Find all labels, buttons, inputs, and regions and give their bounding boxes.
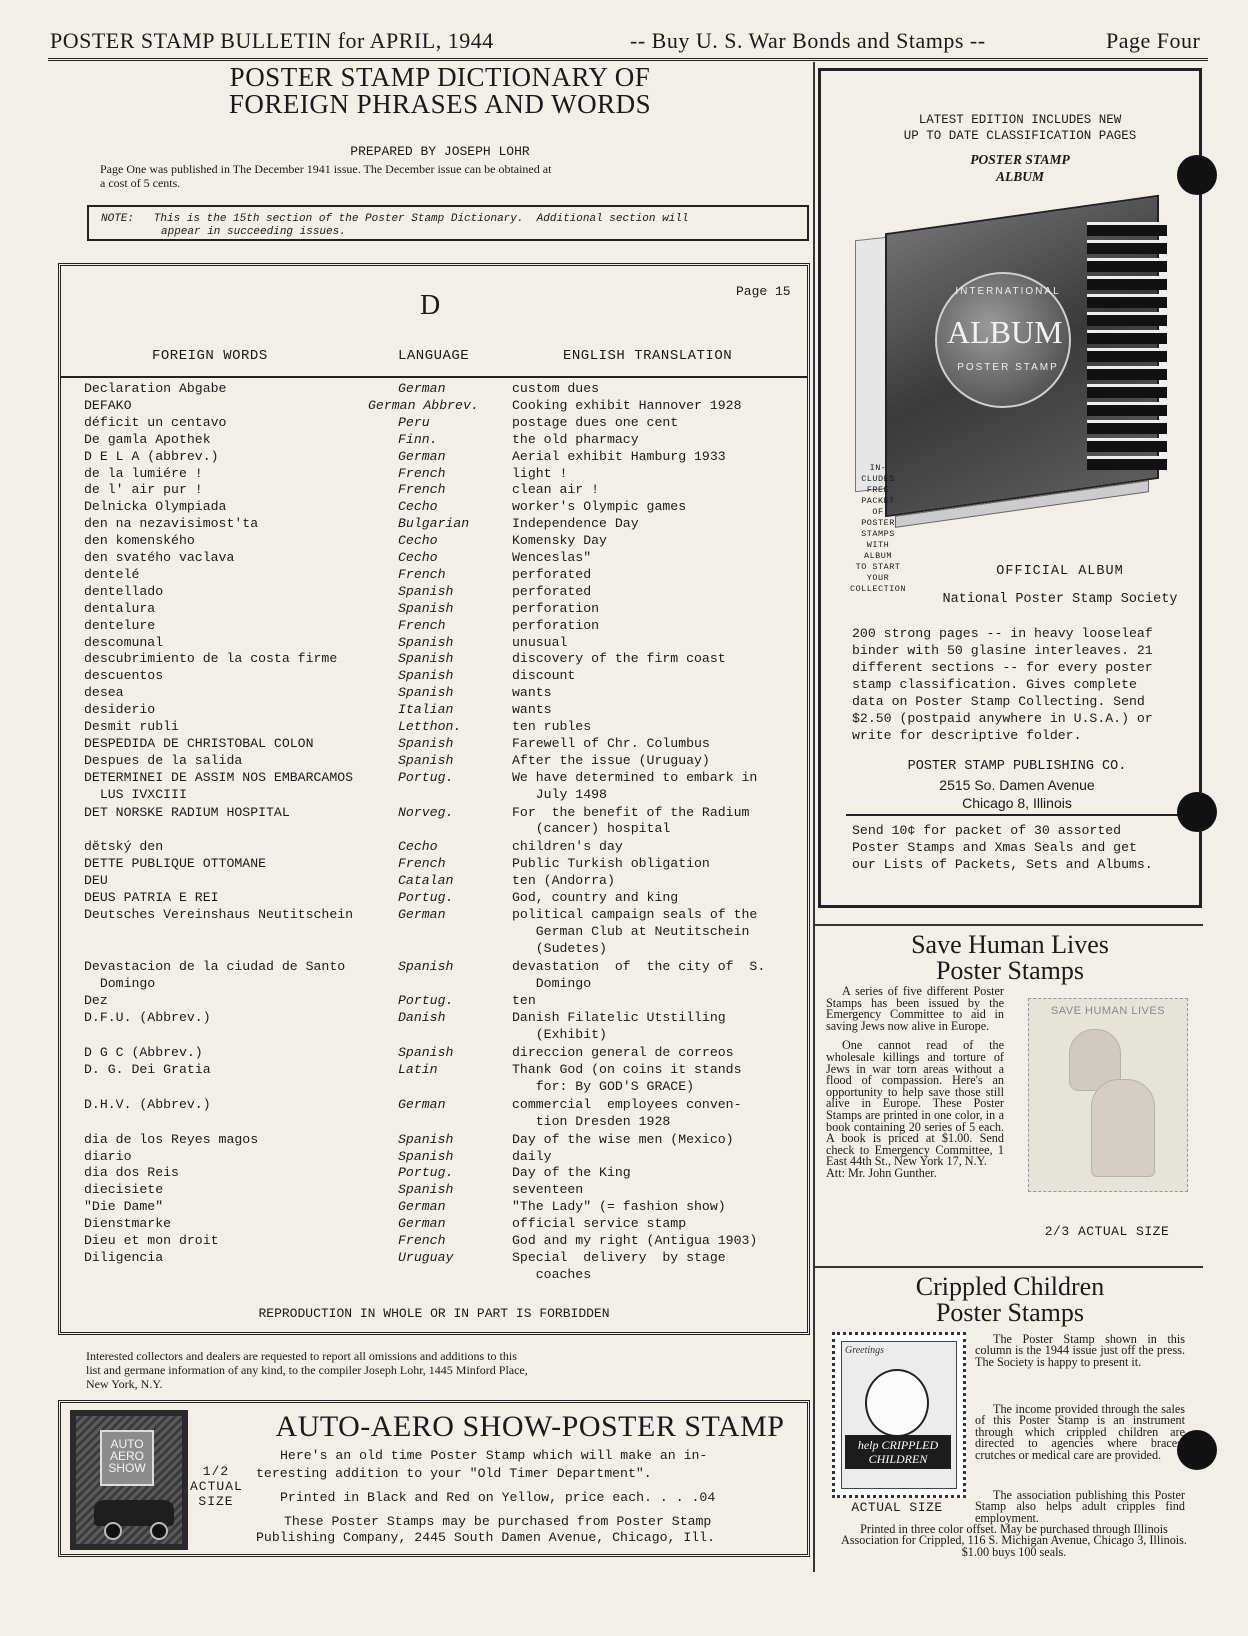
section-rule xyxy=(815,1266,1203,1268)
crippled-children-size: ACTUAL SIZE xyxy=(851,1500,943,1515)
dictionary-entry xyxy=(84,381,784,398)
english-translation: For the benefit of the Radium (cancer) hospital xyxy=(512,804,750,837)
foreign-word: D E L A (abbrev.) xyxy=(84,448,219,464)
save-human-lives-title xyxy=(830,932,1190,984)
auto-aero-text-line2: teresting addition to your "Old Timer Department". xyxy=(256,1466,652,1481)
album-latest-line2: UP TO DATE CLASSIFICATION PAGES xyxy=(903,129,1137,143)
includes-line: WITH xyxy=(866,540,890,550)
header-rule xyxy=(48,58,1208,61)
album-desc-line: binder with 50 glasine interleaves. 21 xyxy=(852,643,1153,658)
dictionary-entry xyxy=(84,805,784,839)
album-desc-line: data on Poster Stamp Collecting. Send xyxy=(852,694,1145,709)
official-album-label: OFFICIAL ALBUM xyxy=(996,564,1124,579)
includes-line: COLLECTION xyxy=(849,584,906,594)
foreign-word: dia de los Reyes magos xyxy=(84,1131,259,1147)
foreign-word: D.F.U. (Abbrev.) xyxy=(84,1010,211,1026)
includes-line: OF xyxy=(872,507,884,517)
dictionary-entry xyxy=(84,432,784,449)
includes-line: PACKET xyxy=(861,496,895,506)
collectors-request-line1: Interested collectors and dealers are requested to report all omissions and additions to this xyxy=(86,1349,517,1363)
foreign-word: desiderio xyxy=(84,702,156,718)
english-translation: "The Lady" (= fashion show) xyxy=(512,1199,726,1215)
dictionary-entry xyxy=(84,719,784,736)
english-translation: discovery of the firm coast xyxy=(512,651,726,667)
column-header-rule xyxy=(60,376,808,378)
section-note-line1: NOTE: This is the 15th section of the Poster Stamp Dictionary. Additional section will xyxy=(101,213,689,225)
publisher-address xyxy=(852,776,1182,812)
foreign-word: DET NORSKE RADIUM HOSPITAL xyxy=(84,804,290,820)
foreign-word: Despues de la salida xyxy=(84,752,243,768)
language: Spanish xyxy=(398,735,454,751)
dictionary-entry xyxy=(84,770,784,804)
dictionary-title xyxy=(150,64,730,118)
english-translation: God, country and king xyxy=(512,890,679,905)
foreign-word: descubrimiento de la costa firme xyxy=(84,651,338,667)
dictionary-entry xyxy=(84,702,784,719)
album-latest-line1: LATEST EDITION INCLUDES NEW xyxy=(918,113,1122,127)
language: Finn. xyxy=(398,431,438,447)
language: German xyxy=(398,1096,446,1112)
language: German xyxy=(398,448,446,464)
dictionary-title-line1: POSTER STAMP DICTIONARY OF xyxy=(229,62,651,92)
dictionary-entry xyxy=(84,533,784,550)
crippled-children-stamp-image xyxy=(832,1332,966,1498)
dictionary-entry xyxy=(84,1045,784,1062)
foreign-word: dentalura xyxy=(84,600,156,616)
dictionary-entry xyxy=(84,482,784,499)
language: Portug. xyxy=(398,890,454,905)
dictionary-entry xyxy=(84,685,784,702)
save-human-lives-paragraph2: One cannot read of the wholesale killings and torture of Jews in war torn areas without a flood of compassion. Here's an opportunity to help save those still alive in Europe. These Poster Stamps are printed in one color, in a book containing 20 series of 5 each. A book is priced at $1.00. Send check to Emergency Committee, 1 East 44th St., New York 17, N.Y. xyxy=(826,1038,1004,1169)
reproduction-notice: REPRODUCTION IN WHOLE OR IN PART IS FORBIDDEN xyxy=(258,1306,610,1321)
crippled-children-paragraph2: The income provided through the sales of this Poster Stamp is an instrument through which crippled children are directed to agencies where braces, crutches or medical care are provided. xyxy=(975,1402,1185,1462)
crippled-children-paragraph1: The Poster Stamp shown in this column is the 1944 issue just off the press. The Society is happy to present it. xyxy=(975,1332,1185,1369)
auto-aero-text-line1: Here's an old time Poster Stamp which will make an in- xyxy=(280,1448,708,1463)
column-divider xyxy=(813,62,815,1572)
foreign-word: "Die Dame" xyxy=(84,1199,164,1215)
crippled-children-title xyxy=(830,1274,1190,1326)
foreign-word: Desmit rubli xyxy=(84,719,179,734)
dictionary-entry xyxy=(84,516,784,533)
auto-aero-text-line4: These Poster Stamps may be purchased from Poster Stamp xyxy=(284,1514,712,1529)
dictionary-entry xyxy=(84,1149,784,1166)
foreign-word: DETTE PUBLIQUE OTTOMANE xyxy=(84,856,267,872)
save-human-lives-size: 2/3 ACTUAL SIZE xyxy=(1044,1224,1170,1239)
foreign-word: den na nezavisimost'ta xyxy=(84,516,259,532)
dictionary-entry xyxy=(84,584,784,601)
english-translation: official service stamp xyxy=(512,1216,687,1232)
english-translation: Special delivery by stage coaches xyxy=(512,1249,726,1282)
foreign-word: Dieu et mon droit xyxy=(84,1233,219,1248)
punch-hole xyxy=(1177,792,1217,832)
dictionary-entry xyxy=(84,907,784,958)
foreign-word: dia dos Reis xyxy=(84,1165,179,1181)
language: Cecho xyxy=(398,533,438,549)
language: Spanish xyxy=(398,1131,454,1147)
language: Spanish xyxy=(398,685,454,701)
english-translation: Public Turkish obligation xyxy=(512,856,710,872)
publication-note-line2: a cost of 5 cents. xyxy=(100,176,181,190)
size-label-line3: SIZE xyxy=(198,1494,234,1509)
save-human-lives-title-line2: Poster Stamps xyxy=(935,956,1085,985)
language: Catalan xyxy=(398,873,454,889)
foreign-word: Diligencia xyxy=(84,1249,164,1265)
language: Spanish xyxy=(398,752,454,768)
english-translation: clean air ! xyxy=(512,482,600,498)
crippled-children-paragraph4: Printed in three color offset. May be purchased through Illinois Association for Crippled, 116 S. Michigan Avenue, Chicago 3, Illinois. $1.00 buys 100 seals. xyxy=(841,1522,1187,1559)
foreign-word: DESPEDIDA DE CHRISTOBAL COLON xyxy=(84,735,314,751)
dictionary-entry xyxy=(84,601,784,618)
column-header-english: ENGLISH TRANSLATION xyxy=(563,348,733,364)
language: French xyxy=(398,1233,446,1248)
language: French xyxy=(398,617,446,633)
english-translation: Aerial exhibit Hamburg 1933 xyxy=(512,448,726,464)
language: German xyxy=(398,1199,446,1215)
packet-offer-line: our Lists of Packets, Sets and Albums. xyxy=(852,857,1153,872)
foreign-word: dentelure xyxy=(84,617,156,633)
language: Norveg. xyxy=(398,804,454,820)
dictionary-entry xyxy=(84,959,784,993)
language: French xyxy=(398,856,446,872)
english-translation: Cooking exhibit Hannover 1928 xyxy=(512,397,742,413)
language: Spanish xyxy=(398,1182,454,1198)
dictionary-entry xyxy=(84,398,784,415)
save-human-lives-text xyxy=(826,986,1004,1180)
english-translation: God and my right (Antigua 1903) xyxy=(512,1233,758,1248)
foreign-word: DETERMINEI DE ASSIM NOS EMBARCAMOS LUS IVXCIII xyxy=(84,769,354,802)
foreign-word: Declaration Abgabe xyxy=(84,381,227,396)
publisher-name: POSTER STAMP PUBLISHING CO. xyxy=(907,759,1127,774)
includes-line: POSTER xyxy=(861,518,895,528)
foreign-word: diecisiete xyxy=(84,1182,164,1198)
foreign-word: de l' air pur ! xyxy=(84,482,203,498)
dictionary-entry xyxy=(84,618,784,635)
dictionary-entry xyxy=(84,753,784,770)
dictionary-entry xyxy=(84,550,784,567)
language: Spanish xyxy=(398,1148,454,1164)
foreign-word: D.H.V. (Abbrev.) xyxy=(84,1096,211,1112)
foreign-word: dentellado xyxy=(84,583,164,599)
language: German xyxy=(398,1216,446,1232)
album-index-tabs xyxy=(1087,222,1167,482)
publication-note xyxy=(100,162,780,190)
dictionary-entry xyxy=(84,651,784,668)
includes-free-packet xyxy=(838,463,918,595)
dictionary-entry xyxy=(84,873,784,890)
dictionary-page-label: Page 15 xyxy=(736,284,791,299)
includes-line: IN- xyxy=(869,463,887,473)
collectors-request-line3: New York, N.Y. xyxy=(86,1377,163,1391)
foreign-word: Deutsches Vereinshaus Neutitschein xyxy=(84,906,354,922)
language: Cecho xyxy=(398,550,438,565)
english-translation: ten (Andorra) xyxy=(512,873,615,889)
stamp-banner: help CRIPPLED CHILDREN xyxy=(845,1435,951,1469)
column-header-foreign: FOREIGN WORDS xyxy=(152,348,268,364)
english-translation: Danish Filatelic Utstilling (Exhibit) xyxy=(512,1010,726,1043)
section-note-box xyxy=(87,205,809,241)
foreign-word: déficit un centavo xyxy=(84,414,227,430)
language: German xyxy=(398,381,446,396)
publisher-address-line2: Chicago 8, Illinois xyxy=(962,795,1072,811)
section-note-line2: appear in succeeding issues. xyxy=(161,226,346,238)
album-name-line2: ALBUM xyxy=(995,169,1044,184)
includes-line: YOUR xyxy=(866,573,890,583)
dictionary-entry xyxy=(84,449,784,466)
album-name xyxy=(880,151,1160,185)
english-translation: We have determined to embark in July 1498 xyxy=(512,769,758,802)
auto-aero-size-label xyxy=(190,1464,242,1509)
english-translation: Farewell of Chr. Columbus xyxy=(512,735,710,751)
dictionary-entry xyxy=(84,1199,784,1216)
language: Peru xyxy=(398,414,430,430)
english-translation: the old pharmacy xyxy=(512,431,639,447)
english-translation: perforated xyxy=(512,583,592,599)
crippled-children-paragraph3: The association publishing this Poster Stamp also helps adult cripples find employment. xyxy=(975,1488,1185,1525)
album-description xyxy=(852,625,1182,744)
dictionary-entry xyxy=(84,993,784,1010)
size-label-line2: ACTUAL xyxy=(190,1479,243,1494)
foreign-word: descomunal xyxy=(84,634,164,650)
foreign-word: D G C (Abbrev.) xyxy=(84,1045,203,1061)
language: Spanish xyxy=(398,958,454,974)
dictionary-entry xyxy=(84,499,784,516)
english-translation: Independence Day xyxy=(512,516,639,532)
language: Latin xyxy=(398,1062,438,1077)
foreign-word: den svatého vaclava xyxy=(84,550,235,565)
language: Spanish xyxy=(398,583,454,599)
english-translation: daily xyxy=(512,1148,552,1164)
english-translation: After the issue (Uruguay) xyxy=(512,752,710,768)
dictionary-entry xyxy=(84,1165,784,1182)
size-label-line1: 1/2 xyxy=(202,1464,230,1479)
english-translation: ten rubles xyxy=(512,719,592,734)
auto-aero-stamp-image xyxy=(70,1410,188,1550)
english-translation: direccion general de correos xyxy=(512,1045,734,1061)
language: Spanish xyxy=(398,651,454,667)
dictionary-entry xyxy=(84,1182,784,1199)
language: Portug. xyxy=(398,993,454,1009)
language: Portug. xyxy=(398,769,454,785)
section-letter: D xyxy=(420,290,441,321)
language: Portug. xyxy=(398,1165,454,1181)
includes-line: CLUDES xyxy=(861,474,895,484)
english-translation: ten xyxy=(512,993,536,1009)
column-header-language: LANGUAGE xyxy=(398,348,470,364)
auto-aero-text-line5: Publishing Company, 2445 South Damen Avenue, Chicago, Ill. xyxy=(256,1530,715,1545)
war-bonds-slogan: -- Buy U. S. War Bonds and Stamps -- xyxy=(630,28,986,53)
book-cover-title: ALBUM xyxy=(947,314,1063,350)
foreign-word: De gamla Apothek xyxy=(84,431,211,447)
album-desc-line: different sections -- for every poster xyxy=(852,660,1153,675)
english-translation: perforation xyxy=(512,600,600,616)
language: Italian xyxy=(398,702,454,718)
auto-aero-stamp-sign: AUTO AERO SHOW xyxy=(100,1430,154,1486)
foreign-word: Dez xyxy=(84,993,108,1009)
packet-offer-line: Poster Stamps and Xmas Seals and get xyxy=(852,840,1137,855)
includes-line: TO START xyxy=(855,562,901,572)
society-name: National Poster Stamp Society xyxy=(942,592,1178,607)
foreign-word: descuentos xyxy=(84,668,164,684)
punch-hole xyxy=(1177,155,1217,195)
english-translation: light ! xyxy=(512,465,568,481)
english-translation: perforation xyxy=(512,617,600,633)
album-name-line1: POSTER STAMP xyxy=(970,152,1070,167)
foreign-word: Dienstmarke xyxy=(84,1216,172,1232)
foreign-word: dentelé xyxy=(84,566,140,582)
language: Letthon. xyxy=(398,719,462,734)
english-translation: unusual xyxy=(512,634,568,650)
english-translation: Thank God (on coins it stands for: By GOD'S GRACE) xyxy=(512,1062,742,1094)
auto-aero-title: AUTO-AERO SHOW-POSTER STAMP xyxy=(275,1410,785,1443)
dictionary-entry xyxy=(84,1132,784,1149)
language: French xyxy=(398,482,446,498)
album-ad-rule xyxy=(846,814,1182,816)
publication-note-line1: Page One was published in The December 1941 issue. The December issue can be obtained at xyxy=(100,162,552,176)
english-translation: political campaign seals of the German Club at Neutitschein (Sudetes) xyxy=(512,906,758,956)
english-translation: perforated xyxy=(512,566,592,582)
language: French xyxy=(398,465,446,481)
dictionary-entry xyxy=(84,668,784,685)
language: Spanish xyxy=(398,1045,454,1061)
foreign-word: Delnicka Olympiada xyxy=(84,499,227,515)
packet-offer xyxy=(852,822,1182,873)
english-translation: commercial employees conven- tion Dresden 1928 xyxy=(512,1096,742,1129)
english-translation: wants xyxy=(512,702,552,718)
includes-line: STAMPS xyxy=(861,529,895,539)
dictionary-entry xyxy=(84,839,784,856)
foreign-word: Devastacion de la ciudad de Santo Domingo xyxy=(84,958,346,991)
language: Spanish xyxy=(398,634,454,650)
language: Spanish xyxy=(398,668,454,684)
prepared-by: PREPARED BY JOSEPH LOHR xyxy=(350,144,530,159)
foreign-word: D. G. Dei Gratia xyxy=(84,1062,211,1077)
album-desc-line: stamp classification. Gives complete xyxy=(852,677,1137,692)
page-number: Page Four xyxy=(1106,28,1201,53)
english-translation: postage dues one cent xyxy=(512,414,679,430)
foreign-word: de la lumiére ! xyxy=(84,465,203,481)
save-human-lives-stamp-image xyxy=(1028,998,1188,1192)
english-translation: children's day xyxy=(512,839,623,855)
crippled-children-title-line1: Crippled Children xyxy=(915,1272,1105,1301)
book-cover-top-text: INTERNATIONAL xyxy=(955,286,1061,297)
language: Cecho xyxy=(398,499,438,515)
english-translation: seventeen xyxy=(512,1182,584,1198)
foreign-word: dĕtský den xyxy=(84,839,164,855)
language: Spanish xyxy=(398,600,454,616)
save-human-lives-attention: Att: Mr. John Gunther. xyxy=(826,1165,937,1180)
dictionary-entry xyxy=(84,635,784,652)
dictionary-entry xyxy=(84,856,784,873)
stamp-greeting: Greetings xyxy=(845,1345,885,1356)
dictionary-entry xyxy=(84,415,784,432)
foreign-word: den komenského xyxy=(84,533,195,549)
save-human-lives-title-line1: Save Human Lives xyxy=(911,930,1109,959)
language: French xyxy=(398,566,446,582)
packet-offer-line: Send 10¢ for packet of 30 assorted xyxy=(852,823,1122,838)
language: Bulgarian xyxy=(398,516,470,532)
auto-aero-text-line3: Printed in Black and Red on Yellow, price each. . . .04 xyxy=(280,1490,716,1505)
foreign-word: DEU xyxy=(84,873,108,889)
dictionary-entry xyxy=(84,1216,784,1233)
child-face-icon xyxy=(865,1369,929,1437)
includes-line: FREE xyxy=(866,485,890,495)
language: Uruguay xyxy=(398,1249,454,1265)
foreign-word: DEUS PATRIA E REI xyxy=(84,890,219,905)
dictionary-entry xyxy=(84,890,784,907)
collectors-request-line2: list and germane information of any kind, to the compiler Joseph Lohr, 1445 Minford Place, xyxy=(86,1363,528,1377)
foreign-word: DEFAKO xyxy=(84,397,132,413)
save-human-lives-paragraph1: A series of five different Poster Stamps has been issued by the Emergency Committee to aid in saving Jews now alive in Europe. xyxy=(826,984,1004,1033)
save-human-lives-stamp-label: SAVE HUMAN LIVES xyxy=(1050,1005,1166,1017)
english-translation: discount xyxy=(512,668,576,684)
album-desc-line: write for descriptive folder. xyxy=(852,728,1082,743)
dictionary-entry xyxy=(84,1233,784,1250)
dictionary-entry xyxy=(84,736,784,753)
english-translation: Day of the King xyxy=(512,1165,631,1181)
english-translation: Wenceslas" xyxy=(512,550,592,565)
book-cover-bottom-text: POSTER STAMP xyxy=(957,362,1059,373)
foreign-word: desea xyxy=(84,685,124,701)
english-translation: worker's Olympic games xyxy=(512,499,687,515)
dictionary-entry xyxy=(84,466,784,483)
dictionary-entry xyxy=(84,1010,784,1044)
album-desc-line: 200 strong pages -- in heavy looseleaf xyxy=(852,626,1153,641)
language: Danish xyxy=(398,1010,446,1026)
dictionary-entry xyxy=(84,1250,784,1284)
english-translation: devastation of the city of S. Domingo xyxy=(512,958,766,991)
language: German xyxy=(398,906,446,922)
language: German Abbrev. xyxy=(368,397,479,413)
crippled-children-title-line2: Poster Stamps xyxy=(935,1298,1085,1327)
collectors-request xyxy=(86,1349,806,1391)
english-translation: Day of the wise men (Mexico) xyxy=(512,1131,734,1147)
section-rule xyxy=(815,924,1203,926)
dictionary-entry xyxy=(84,1062,784,1096)
dictionary-entry xyxy=(84,567,784,584)
includes-line: ALBUM xyxy=(863,551,892,561)
english-translation: custom dues xyxy=(512,381,600,396)
dictionary-entry xyxy=(84,1097,784,1131)
english-translation: Komensky Day xyxy=(512,533,607,549)
dictionary-title-line2: FOREIGN PHRASES AND WORDS xyxy=(228,89,652,119)
album-desc-line: $2.50 (postpaid anywhere in U.S.A.) or xyxy=(852,711,1153,726)
language: Cecho xyxy=(398,839,438,855)
english-translation: wants xyxy=(512,685,552,701)
bulletin-title: POSTER STAMP BULLETIN for APRIL, 1944 xyxy=(50,28,494,53)
foreign-word: diario xyxy=(84,1148,132,1164)
publisher-address-line1: 2515 So. Damen Avenue xyxy=(939,777,1095,793)
album-latest-edition xyxy=(880,112,1160,144)
